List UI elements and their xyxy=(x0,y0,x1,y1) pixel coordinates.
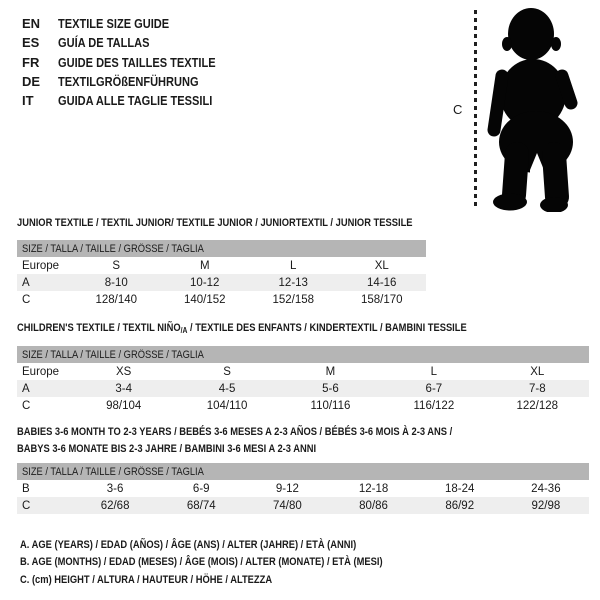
row-label: C xyxy=(22,399,31,412)
size-cell: 3-4 xyxy=(115,382,132,395)
size-cell: 74/80 xyxy=(273,499,302,512)
size-header-bar: SIZE / TALLA / TAILLE / GRÖSSE / TAGLIA xyxy=(17,240,426,257)
language-row xyxy=(22,72,243,91)
row-label: C xyxy=(22,293,31,306)
size-cell: 18-24 xyxy=(444,482,475,495)
size-cell: 116/122 xyxy=(413,399,455,412)
footnote-list xyxy=(20,537,447,589)
size-cell: XS xyxy=(116,365,132,378)
language-row xyxy=(22,53,243,72)
table-row xyxy=(17,397,589,414)
size-cell: S xyxy=(223,365,231,378)
guide-title: GUÍA DE TALLAS xyxy=(58,35,150,51)
language-title-list xyxy=(22,14,243,110)
size-cell: 6-9 xyxy=(192,482,210,495)
row-label: A xyxy=(22,382,30,395)
size-cell: 62/68 xyxy=(100,499,130,512)
size-cell: XL xyxy=(530,365,545,378)
size-header-bar: SIZE / TALLA / TAILLE / GRÖSSE / TAGLIA xyxy=(17,346,589,363)
size-cell: 12-18 xyxy=(358,482,389,495)
language-row xyxy=(22,91,243,110)
size-cell: 9-12 xyxy=(275,482,299,495)
guide-title: TEXTILGRÖßENFÜHRUNG xyxy=(58,73,199,89)
size-cell: 68/74 xyxy=(186,499,216,512)
size-cell: 8-10 xyxy=(104,276,128,289)
size-cell: 122/128 xyxy=(516,399,559,412)
babies-section-title: BABIES 3-6 MONTH TO 2-3 YEARS / BEBÉS 3-6 MESES A 2-3 AÑOS / BÉBÉS 3-6 MOIS À 2-3 ANS / BABYS 3-6 MONATE BIS 2-3 JAHRE / BAMBINI 3-6 MESI A 2-3 ANNI xyxy=(17,426,453,455)
table-row xyxy=(17,274,426,291)
row-label: A xyxy=(22,276,30,289)
children-size-table xyxy=(17,346,589,414)
size-cell: 4-5 xyxy=(218,382,236,395)
language-code: IT xyxy=(22,93,34,109)
table-row xyxy=(17,497,589,514)
table-row xyxy=(17,257,426,274)
size-cell: 12-13 xyxy=(278,276,308,289)
table-row xyxy=(17,363,589,380)
table-row xyxy=(17,291,426,308)
row-label: Europe xyxy=(22,365,60,378)
language-code: ES xyxy=(22,35,40,51)
junior-size-table xyxy=(17,240,426,308)
language-code: DE xyxy=(22,73,41,89)
size-cell: 3-6 xyxy=(106,482,124,495)
footnote-c: C. (cm) HEIGHT / ALTURA / HAUTEUR / HÖHE / ALTEZZA xyxy=(20,573,273,586)
junior-section-title: JUNIOR TEXTILE / TEXTIL JUNIOR/ TEXTILE JUNIOR / JUNIORTEXTIL / JUNIOR TESSILE xyxy=(17,217,413,229)
guide-title: GUIDA ALLE TAGLIE TESSILI xyxy=(58,93,213,109)
subscript-a: /A xyxy=(180,326,188,335)
footnote-a: A. AGE (YEARS) / EDAD (AÑOS) / ÂGE (ANS) / ALTER (JAHRE) / ETÀ (ANNI) xyxy=(20,539,357,551)
size-cell: M xyxy=(199,259,210,272)
language-row xyxy=(22,14,243,33)
height-measure-line xyxy=(474,10,477,207)
size-cell: 86/92 xyxy=(445,499,475,512)
table-row xyxy=(17,480,589,497)
size-cell: 5-6 xyxy=(322,382,339,395)
row-label: B xyxy=(22,482,30,495)
size-cell: 104/110 xyxy=(206,399,248,412)
footnote-b: B. AGE (MONTHS) / EDAD (MESES) / ÂGE (MOIS) / ALTER (MONATE) / ETÀ (MESI) xyxy=(20,556,383,569)
language-row xyxy=(22,33,243,52)
size-cell: 6-7 xyxy=(425,382,443,395)
children-section-title: CHILDREN'S TEXTILE / TEXTIL $NIÑO_{/A}$ / TEXTILE DES ENFANTS / KINDERTEXTIL / BAMBINI TESSILE xyxy=(17,322,467,335)
height-measure-label: C xyxy=(453,102,463,117)
babies-size-table xyxy=(17,463,589,514)
size-cell: 24-36 xyxy=(531,482,561,495)
toddler-silhouette-icon xyxy=(484,6,592,212)
guide-title: TEXTILE SIZE GUIDE xyxy=(58,16,170,31)
size-cell: 7-8 xyxy=(528,382,546,395)
size-cell: 110/116 xyxy=(310,399,351,412)
size-cell: 10-12 xyxy=(190,276,220,289)
row-label: Europe xyxy=(22,259,60,272)
size-header-bar: SIZE / TALLA / TAILLE / GRÖSSE / TAGLIA xyxy=(17,463,589,480)
size-cell: 140/152 xyxy=(183,293,226,306)
guide-title: GUIDE DES TAILLES TEXTILE xyxy=(58,54,216,70)
size-cell: 14-16 xyxy=(367,276,397,289)
size-cell: 128/140 xyxy=(95,293,138,306)
size-cell: L xyxy=(430,365,438,378)
language-code: FR xyxy=(22,54,40,70)
size-cell: 152/158 xyxy=(272,293,315,306)
size-cell: 98/104 xyxy=(106,399,142,412)
row-label: C xyxy=(22,499,31,512)
size-cell: XL xyxy=(374,259,389,272)
size-cell: 158/170 xyxy=(360,293,403,306)
size-cell: L xyxy=(290,259,297,272)
size-cell: 80/86 xyxy=(359,499,388,512)
language-code: EN xyxy=(22,16,41,31)
size-cell: S xyxy=(112,259,121,272)
table-row xyxy=(17,380,589,397)
size-cell: 92/98 xyxy=(531,499,561,512)
size-cell: M xyxy=(325,365,336,378)
